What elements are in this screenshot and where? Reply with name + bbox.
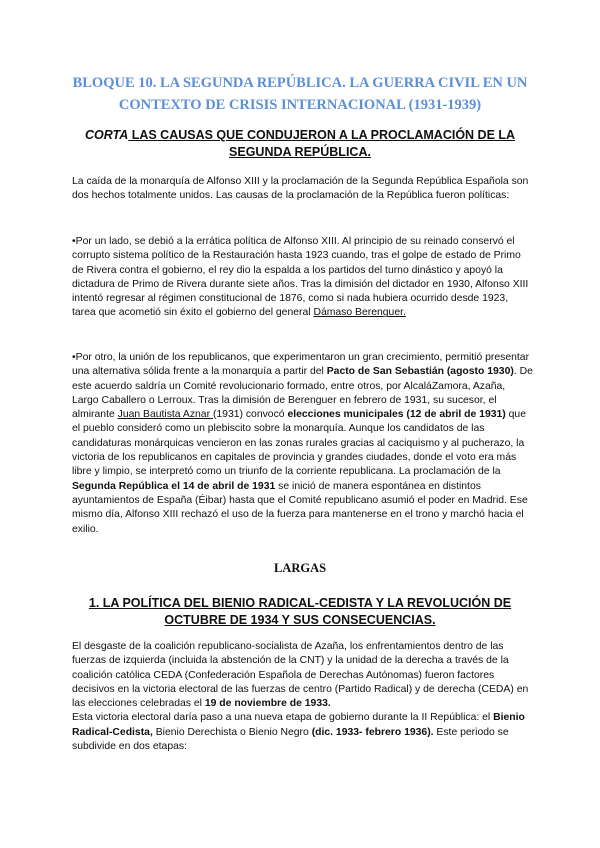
p2-bold-elecciones: elecciones municipales (12 de abril de 1931) bbox=[287, 409, 506, 421]
corta-label: CORTA bbox=[84, 128, 129, 142]
corta-intro: La caída de la monarquía de Alfonso XIII y la proclamación de la Segunda República Española son dos hechos totalmente unidos. Las causas de la proclamación de la República fueron políticas: bbox=[72, 176, 529, 202]
lp1-text-3: Bienio Derechista o Bienio Negro bbox=[152, 726, 312, 738]
lp1-text-1: El desgaste de la coalición republicano-socialista de Azaña, los enfrentamientos dentro de las fuerzas de izquierda (incluida la abstención de la CNT) y la unidad de la derecha a través de la coalición católica CEDA (Confederación Española de Derechas Autónomas) fueron factores decisivos en la victoria electoral de las fuerzas de centro (Partido Radical) y de derecha (CEDA) en las elecciones celebradas el bbox=[72, 641, 529, 710]
p2-text-5: se inició de manera espontánea en distintos ayuntamientos de España (Éibar) hasta que el Comité republicano asumió el poder en Madrid. Ese mismo día, Alfonso XIII rechazó el uso de la fuerza para mantenerse en el trono y marchó hacia el exilio. bbox=[72, 480, 528, 535]
p2-bold-pacto: Pacto de San Sebastián (agosto 1930) bbox=[326, 366, 514, 378]
largas-section-heading: 1. LA POLÍTICA DEL BIENIO RADICAL-CEDISTA Y LA REVOLUCIÓN DE OCTUBRE DE 1934 Y SUS CONSECUENCIAS. bbox=[88, 596, 512, 627]
lp1-bold-bienio: Bienio Radical-Cedista, bbox=[72, 712, 525, 738]
p2-text-1: •Por otro, la unión de los republicanos, que experimentaron un gran crecimiento, permitió presentar una alternativa sólida frente a la monarquía a partir del bbox=[72, 352, 530, 378]
link-damaso-berenguer[interactable]: Dámaso Berenguer. bbox=[313, 307, 406, 319]
lp1-text-4: Este periodo se subdivide en dos etapas: bbox=[72, 726, 509, 753]
corta-paragraph-1 bbox=[72, 235, 534, 321]
p2-text-2: . De este acuerdo saldría un Comité revolucionario formado, entre otros, por AlcaláZamora, Azaña, Largo Caballero o Lerroux. Tras la dimisión de Berenguer en febrero de 1931, su sucesor, el almirante bbox=[72, 366, 533, 421]
corta-heading-text: LAS CAUSAS QUE CONDUJERON A LA PROCLAMACIÓN DE LA SEGUNDA REPÚBLICA. bbox=[128, 128, 516, 159]
largas-heading: LARGAS bbox=[273, 561, 327, 575]
corta-p1-text: •Por un lado, se debió a la errática política de Alfonso XIII. Al principio de su reinado conservó el corrupto sistema político de la Restauración hasta 1923 cuando, tras el golpe de estado de Primo de Rivera contra el gobierno, el rey dio la espalda a los partidos del turno dinástico y apoyó la dictadura de Primo de Rivera durante siete años. Tras la dimisión del dictador en 1930, Alfonso XIII intentó regresar al régimen constitucional de 1876, como si nada hubiera ocurrido desde 1923, tarea que acometió sin éxito el gobierno del general bbox=[72, 236, 529, 319]
p2-text-3: (1931) convocó bbox=[212, 409, 288, 421]
p2-text-4: que el pueblo consideró como un plebiscito sobre la monarquía. Aunque los candidatos de las candidaturas monárquicas vencieron en las zonas rurales gracias al caciquismo y al pucherazo, la victoria de los republicanos en capitales de provincia y grandes ciudades, donde el voto era más libre y limpio, se interpretó como un triunfo de la corriente republicana. La proclamación de la bbox=[72, 409, 526, 478]
lp1-bold-dates: (dic. 1933- febrero 1936). bbox=[311, 726, 434, 738]
corta-heading bbox=[80, 127, 520, 161]
lp1-bold-date: 19 de noviembre de 1933. bbox=[204, 698, 331, 710]
p2-bold-segunda-republica: Segunda República el 14 de abril de 1931 bbox=[72, 480, 276, 492]
corta-paragraph-2 bbox=[72, 351, 534, 537]
link-juan-bautista-aznar[interactable]: Juan Bautista Aznar bbox=[117, 409, 213, 421]
largas-paragraph-1 bbox=[72, 640, 534, 754]
page-title: BLOQUE 10. LA SEGUNDA REPÚBLICA. LA GUERRA CIVIL EN UN CONTEXTO DE CRISIS INTERNACIONAL (1931-1939) bbox=[72, 75, 528, 113]
lp1-text-2: Esta victoria electoral daría paso a una nueva etapa de gobierno durante la II República: el bbox=[72, 712, 494, 724]
